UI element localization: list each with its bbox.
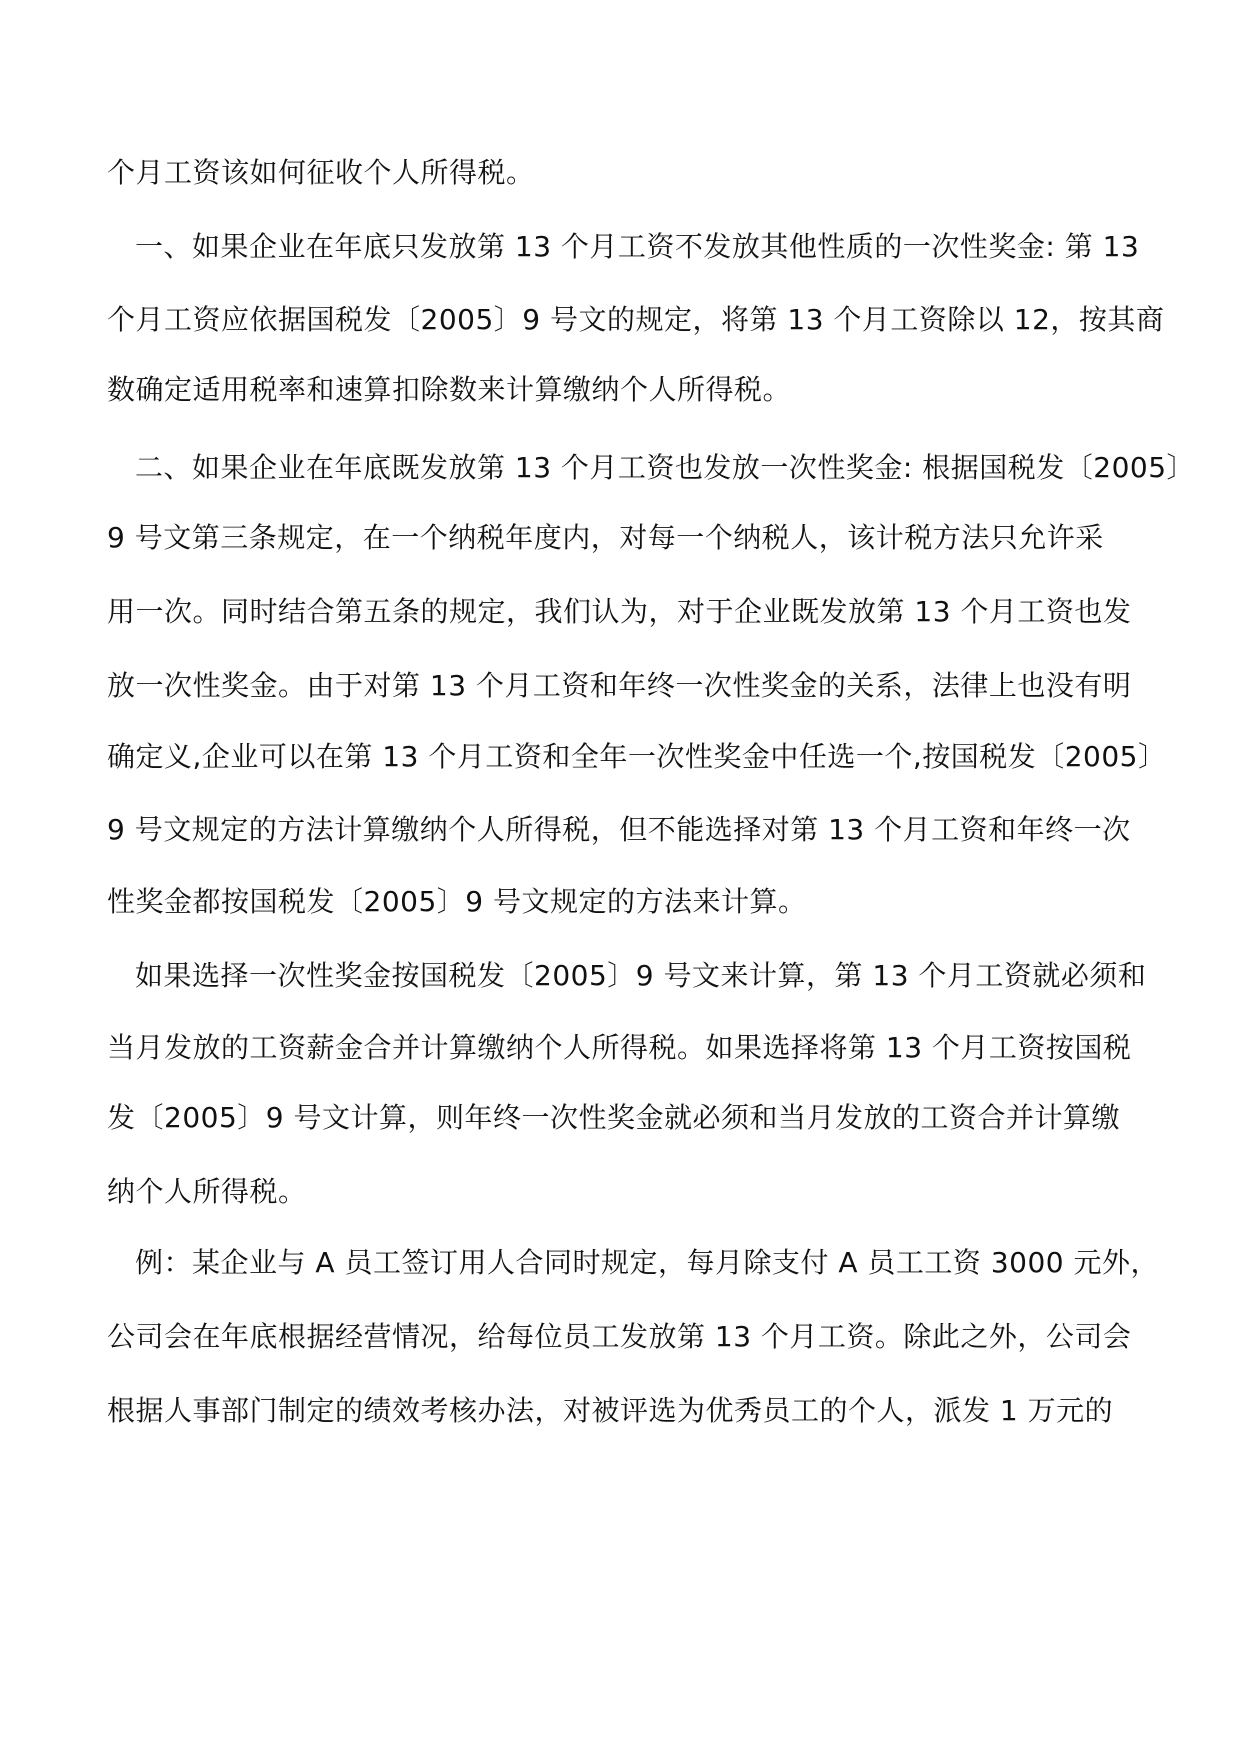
text-line: 放一次性奖金。由于对第 13 个月工资和年终一次性奖金的关系，法律上也没有明 — [107, 669, 1132, 702]
text-line: 数确定适用税率和速算扣除数来计算缴纳个人所得税。 — [107, 373, 792, 406]
text-line: 公司会在年底根据经营情况，给每位员工发放第 13 个月工资。除此之外，公司会 — [107, 1320, 1132, 1353]
text-line: 根据人事部门制定的绩效考核办法，对被评选为优秀员工的个人，派发 1 万元的 — [107, 1394, 1114, 1427]
text-line: 确定义,企业可以在第 13 个月工资和全年一次性奖金中任选一个,按国税发〔2005〕 — [107, 740, 1167, 773]
text-line: 一、如果企业在年底只发放第 13 个月工资不发放其他性质的一次性奖金: 第 13 — [135, 230, 1140, 263]
text-line: 发〔2005〕9 号文计算，则年终一次性奖金就必须和当月发放的工资合并计算缴 — [107, 1101, 1120, 1134]
text-line: 个月工资该如何征收个人所得税。 — [107, 156, 535, 189]
text-line: 9 号文第三条规定，在一个纳税年度内，对每一个纳税人，该计税方法只允许采 — [107, 521, 1104, 554]
text-line: 如果选择一次性奖金按国税发〔2005〕9 号文来计算，第 13 个月工资就必须和 — [135, 959, 1147, 992]
text-line: 当月发放的工资薪金合并计算缴纳个人所得税。如果选择将第 13 个月工资按国税 — [107, 1031, 1132, 1064]
text-line: 例：某企业与 A 员工签订用人合同时规定，每月除支付 A 员工工资 3000 元外， — [135, 1246, 1159, 1279]
text-line: 9 号文规定的方法计算缴纳个人所得税，但不能选择对第 13 个月工资和年终一次 — [107, 813, 1131, 846]
text-line: 用一次。同时结合第五条的规定，我们认为，对于企业既发放第 13 个月工资也发 — [107, 595, 1132, 628]
text-line: 性奖金都按国税发〔2005〕9 号文规定的方法来计算。 — [107, 885, 807, 918]
text-line: 二、如果企业在年底既发放第 13 个月工资也发放一次性奖金: 根据国税发〔2005〕 — [135, 451, 1196, 484]
text-line: 纳个人所得税。 — [107, 1175, 307, 1208]
text-line: 个月工资应依据国税发〔2005〕9 号文的规定，将第 13 个月工资除以 12，按其商 — [107, 303, 1165, 336]
